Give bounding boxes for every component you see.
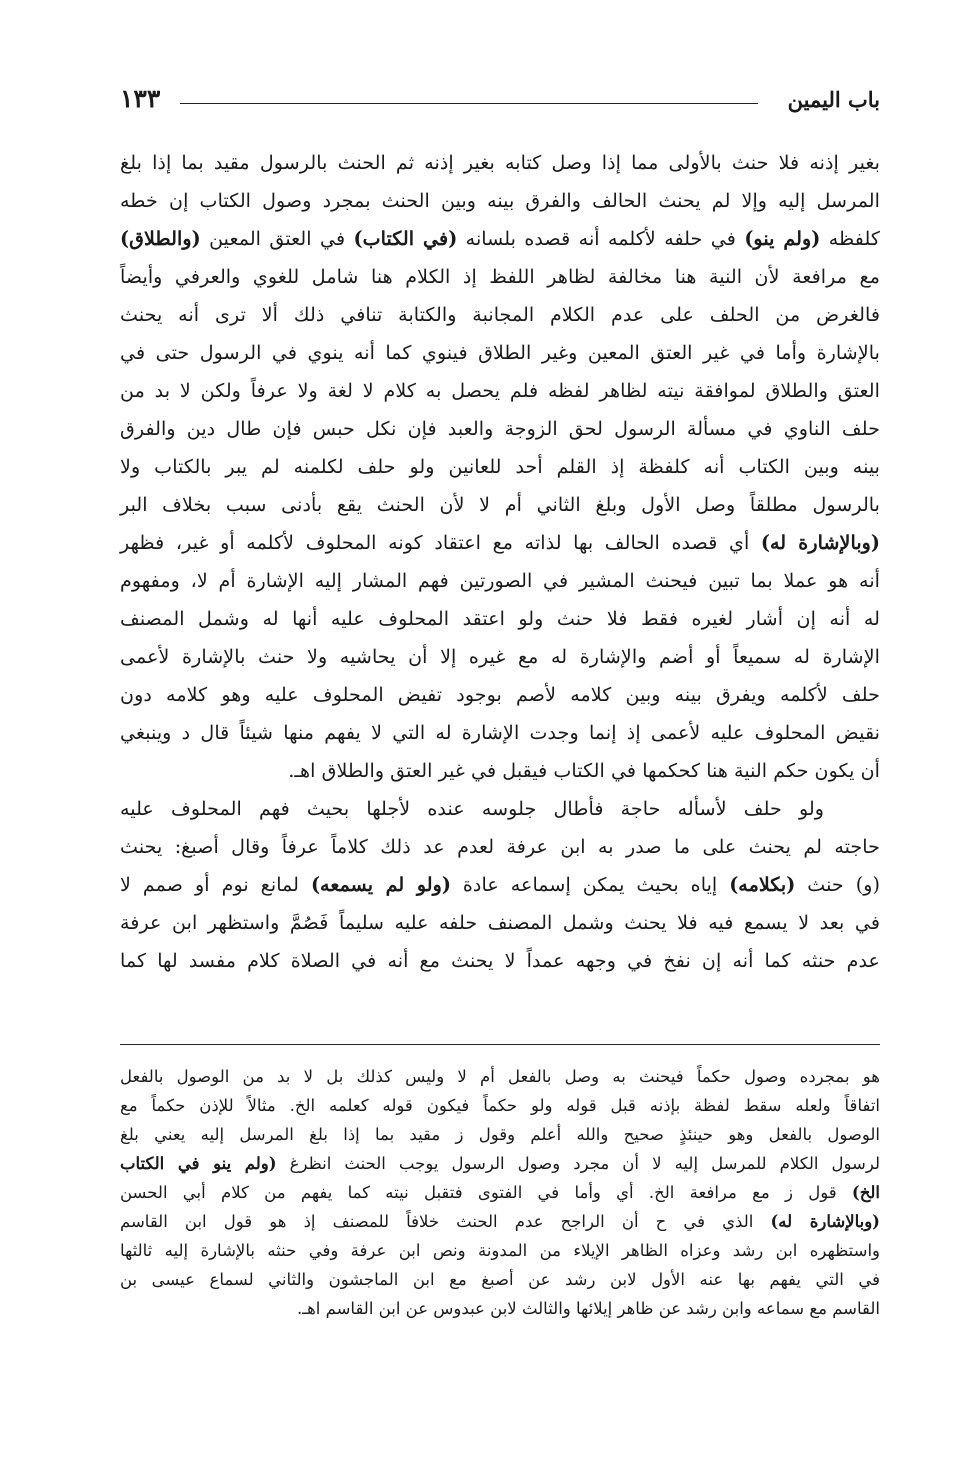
- bold-phrase: (والطلاق): [120, 227, 201, 250]
- bold-phrase: (ولو لم يسمعه): [310, 873, 451, 896]
- text-line: حلف لأكلمه ويفرق بينه وبين كلامه لأصم بوجود تفيض المحلوف عليه وهو كلامه دون: [120, 683, 880, 706]
- bold-phrase: (بكلامه): [729, 873, 796, 896]
- footnote-line: الخ) قول ز مع مرافعة الخ. أي وأما في الفتوى فتقبل نيته كما يفهم من كلام أبي الحسن: [120, 1183, 880, 1202]
- text-line: بغير إذنه فلا حنث بالأولى مما إذا وصل كتابه بغير إذنه ثم الحنث بالرسول مقيد بما إذا بلغ: [120, 151, 880, 174]
- text-line: بالإشارة وأما في غير العتق المعين وغير الطلاق فينوي كما أنه ينوي في الرسول حتى في: [120, 341, 880, 364]
- header-rule: [180, 103, 758, 104]
- text-line: المرسل إليه وإلا لم يحنث الحالف والفرق بينه وبين الحنث بمجرد وصول الكتاب إن خطه: [120, 189, 880, 212]
- bold-phrase: الخ): [851, 1183, 880, 1202]
- chapter-title: باب اليمين: [787, 87, 880, 112]
- bold-phrase: (وبالإشارة له): [770, 1212, 880, 1231]
- text-line: نقيض المحلوف عليه لأعمى إذ إنما وجدت الإشارة له التي لا يفهم منها شيئاً قال د وينبغي: [120, 721, 880, 744]
- text-line: الإشارة له سميعاً أو أضم والإشارة له مع غيره إلا أن يحاشيه ولا حنث بالإشارة لأعمى: [120, 645, 880, 668]
- main-text: [120, 144, 880, 980]
- footnote-line: اتفاقاً ولعله سقط لفظة بإذنه قبل قوله ولو حكماً فيكون قوله كعلمه الخ. مثالاً للإذن حكماً مع: [120, 1096, 880, 1115]
- text-line: أن يكون حكم النية هنا كحكمها في الكتاب فيقبل في غير العتق والطلاق اهـ.: [288, 759, 880, 782]
- text-line: مع مرافعة لأن النية هنا مخالفة لظاهر اللفظ إذ الكلام هنا شامل للغوي والعرفي وأيضاً: [120, 265, 880, 288]
- footnote-rule: [120, 1044, 880, 1045]
- text-line: (وبالإشارة له) أي قصده الحالف بها لذاته مع اعتقاد كونه المحلوف لأكلمه أو غير، فظهر: [120, 531, 880, 554]
- bold-phrase: (وبالإشارة له): [760, 531, 880, 554]
- text-line: بالرسول مطلقاً وصل الأول وبلغ الثاني أم لا لأن الحنث يقع بأدنى سبب بخلاف البر: [120, 493, 880, 516]
- text-line: كلفظه (ولم ينو) في حلفه لأكلمه أنه قصده بلسانه (في الكتاب) في العتق المعين (والطلاق): [120, 227, 880, 250]
- text-line: حاجته لم يحنث على ما صدر به ابن عرفة لعدم عد ذلك كلاماً عرفاً وقال أصبغ: يحنث: [120, 835, 880, 858]
- text-line: أنه هو عملا بما تبين فيحنث المشير في الصورتين فهم المشار إليه الإشارة أم لا، ومفهوم: [120, 569, 880, 592]
- page-header: [120, 86, 880, 116]
- bold-phrase: (ولم ينو في الكتاب: [120, 1154, 277, 1173]
- footnote-line: هو بمجرده وصول حكماً فيحنث به وصل بالفعل أم لا وليس كذلك بل لا بد من الوصول بالفعل: [120, 1067, 880, 1086]
- footnote-line: القاسم مع سماعه وابن رشد عن ظاهر إيلائها والثالث لابن عبدوس عن ابن القاسم اهـ.: [297, 1299, 880, 1318]
- text-line: (و) حنث (بكلامه) إياه بحيث يمكن إسماعه عادة (ولو لم يسمعه) لمانع نوم أو صمم لا: [120, 873, 880, 896]
- text-line: عدم حنثه كما أنه إن نفخ في وجهه عمداً لا يحنث مع أنه في الصلاة كلام مفسد لها كما: [120, 949, 880, 972]
- text-line: في بعد لا يسمع فيه فلا يحنث وشمل المصنف حلفه عليه سليماً فَصُمَّ واستظهر ابن عرفة: [120, 911, 880, 934]
- text-line: ولو حلف لأسأله حاجة فأطال جلوسه عنده لأجلها بحيث فهم المحلوف عليه: [120, 797, 824, 820]
- bold-phrase: (ولم ينو): [744, 227, 821, 250]
- footnote-line: لرسول الكلام للمرسل إليه لا أن مجرد وصول الرسول يوجب الحنث انظرغ (ولم ينو في الكتاب: [120, 1154, 881, 1173]
- footnote-line: واستظهره ابن رشد وعزاه الظاهر الإيلاء من المدونة ونص ابن عرفة وفي حنثه بالإشارة إليه ثالثها: [120, 1241, 880, 1260]
- text-line: له أنه إن أشار لغيره فقط فلا حنث ولو اعتقد المحلوف عليه أنها له وشمل المصنف: [120, 607, 880, 630]
- footnotes: [120, 1062, 880, 1323]
- bold-phrase: (في الكتاب): [353, 227, 458, 250]
- text-line: حلف الناوي في مسألة الرسول لحق الزوجة والعبد فإن نكل حبس فإن طال دين والفرق: [120, 417, 880, 440]
- footnote-line: الوصول بالفعل وهو حينئذٍ صحيح والله أعلم وقول ز مقيد بما إذا بلغ المرسل إليه يعني بلغ: [120, 1125, 880, 1144]
- text-line: بينه وبين الكتاب أنه كلفظة إذ القلم أحد للعانين ولو حلف لكلمنه لم يبر بالكتاب ولا: [120, 455, 880, 478]
- text-line: فالغرض من الحلف على عدم الكلام المجانبة والكتابة تنافي ذلك ألا ترى أنه يحنث: [120, 303, 880, 326]
- footnote-line: (وبالإشارة له) الذي في ح أن الراجح عدم الحنث خلافاً للمصنف إذ هو قول ابن القاسم: [120, 1212, 880, 1231]
- page-number: ١٣٣: [120, 84, 161, 113]
- text-line: العتق والطلاق لموافقة نيته لظاهر لفظه فلم يحصل به كلام لا لغة ولا عرفاً ولكن لا بد من: [120, 379, 880, 402]
- footnote-line: في التي يفهم بها عنه الأول لابن رشد عن أصبغ مع ابن الماجشون والثاني لسماع عيسى بن: [120, 1270, 880, 1289]
